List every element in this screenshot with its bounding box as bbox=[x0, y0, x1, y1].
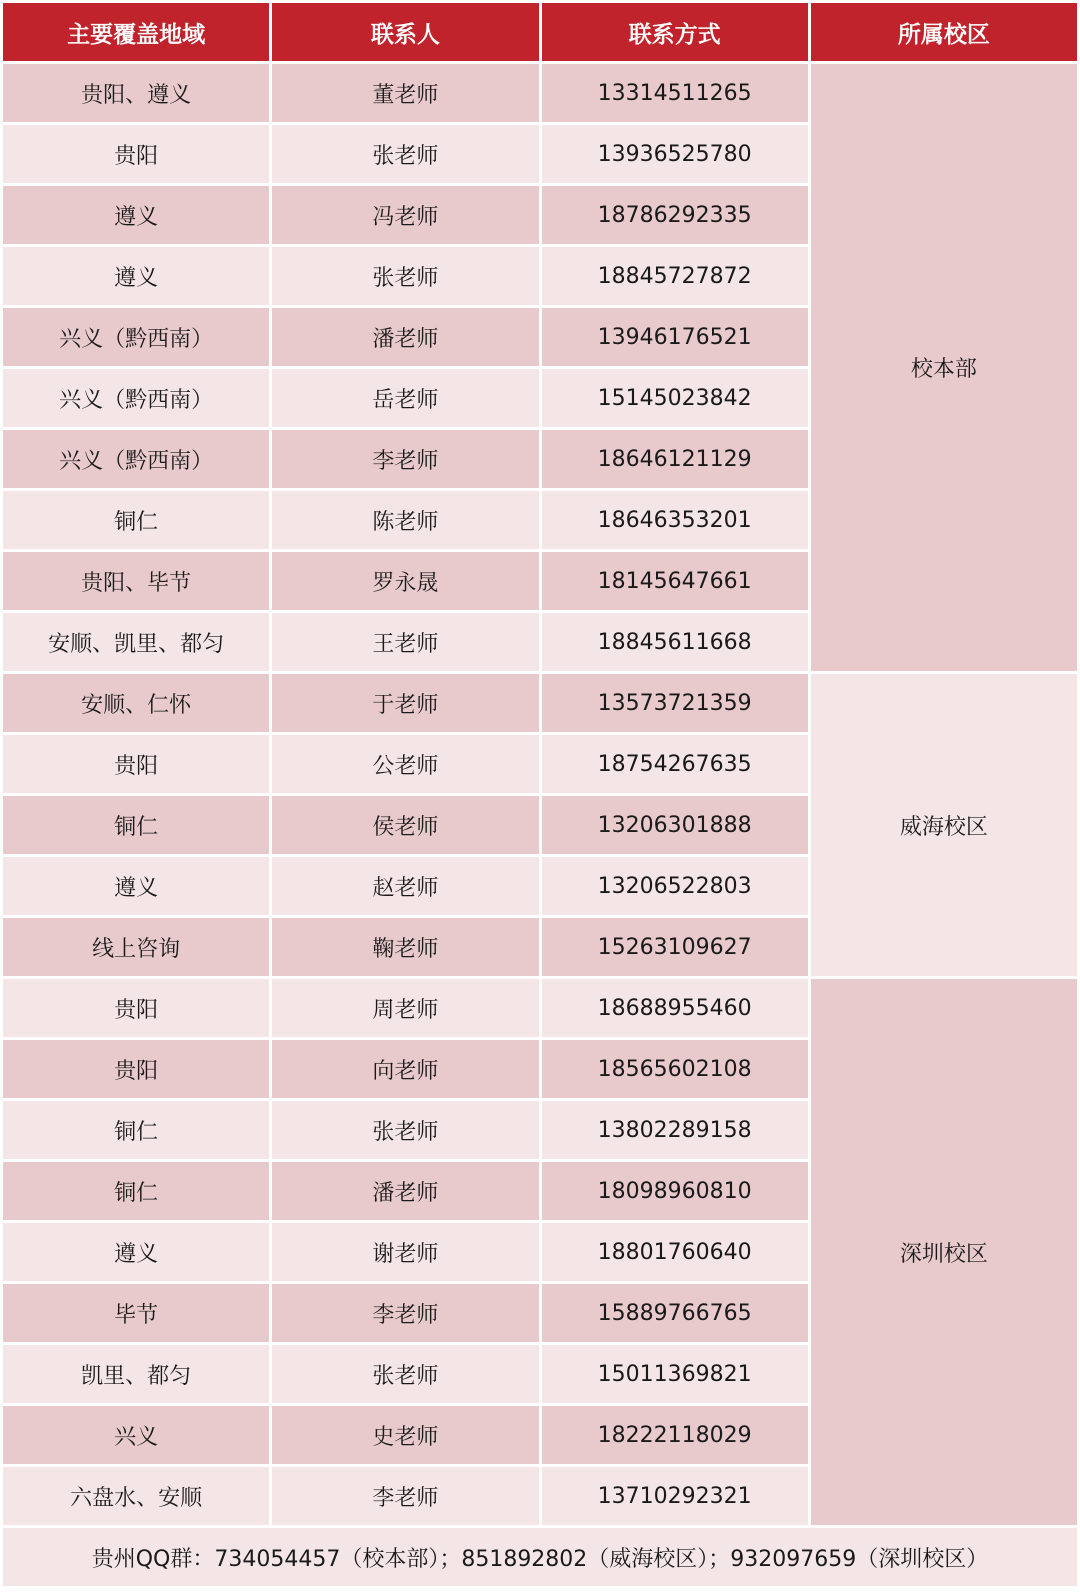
contact-cell: 李老师 bbox=[272, 1284, 538, 1342]
region-cell: 贵阳 bbox=[3, 979, 269, 1037]
contact-cell: 董老师 bbox=[272, 64, 538, 122]
contact-cell: 鞠老师 bbox=[272, 918, 538, 976]
region-cell: 贵阳、毕节 bbox=[3, 552, 269, 610]
contact-cell: 向老师 bbox=[272, 1040, 538, 1098]
region-cell: 遵义 bbox=[3, 247, 269, 305]
region-cell: 铜仁 bbox=[3, 1101, 269, 1159]
region-cell: 线上咨询 bbox=[3, 918, 269, 976]
contact-cell: 史老师 bbox=[272, 1406, 538, 1464]
phone-cell: 18646353201 bbox=[542, 491, 808, 549]
contact-cell: 李老师 bbox=[272, 430, 538, 488]
phone-cell: 18145647661 bbox=[542, 552, 808, 610]
phone-cell: 13314511265 bbox=[542, 64, 808, 122]
phone-cell: 18754267635 bbox=[542, 735, 808, 793]
table-row bbox=[3, 64, 1077, 122]
contact-cell: 潘老师 bbox=[272, 1162, 538, 1220]
phone-cell: 18801760640 bbox=[542, 1223, 808, 1281]
region-cell: 凯里、都匀 bbox=[3, 1345, 269, 1403]
region-cell: 贵阳 bbox=[3, 1040, 269, 1098]
contact-cell: 罗永晟 bbox=[272, 552, 538, 610]
phone-cell: 15263109627 bbox=[542, 918, 808, 976]
contact-cell: 李老师 bbox=[272, 1467, 538, 1525]
phone-cell: 13206301888 bbox=[542, 796, 808, 854]
region-cell: 遵义 bbox=[3, 857, 269, 915]
region-cell: 铜仁 bbox=[3, 491, 269, 549]
region-cell: 铜仁 bbox=[3, 1162, 269, 1220]
region-cell: 贵阳、遵义 bbox=[3, 64, 269, 122]
contact-cell: 张老师 bbox=[272, 1101, 538, 1159]
contact-cell: 张老师 bbox=[272, 125, 538, 183]
phone-cell: 13710292321 bbox=[542, 1467, 808, 1525]
contact-cell: 谢老师 bbox=[272, 1223, 538, 1281]
region-cell: 贵阳 bbox=[3, 125, 269, 183]
contact-cell: 张老师 bbox=[272, 1345, 538, 1403]
phone-cell: 15011369821 bbox=[542, 1345, 808, 1403]
region-cell: 六盘水、安顺 bbox=[3, 1467, 269, 1525]
header-region: 主要覆盖地域 bbox=[3, 3, 269, 61]
campus-cell: 校本部 bbox=[811, 64, 1077, 671]
header-contact: 联系人 bbox=[272, 3, 538, 61]
region-cell: 兴义（黔西南） bbox=[3, 308, 269, 366]
table-body bbox=[3, 64, 1077, 1525]
campus-cell: 威海校区 bbox=[811, 674, 1077, 976]
region-cell: 兴义（黔西南） bbox=[3, 430, 269, 488]
phone-cell: 18688955460 bbox=[542, 979, 808, 1037]
campus-cell: 深圳校区 bbox=[811, 979, 1077, 1525]
region-cell: 贵阳 bbox=[3, 735, 269, 793]
contact-cell: 岳老师 bbox=[272, 369, 538, 427]
phone-cell: 13936525780 bbox=[542, 125, 808, 183]
region-cell: 铜仁 bbox=[3, 796, 269, 854]
header-phone: 联系方式 bbox=[542, 3, 808, 61]
phone-cell: 13946176521 bbox=[542, 308, 808, 366]
region-cell: 安顺、凯里、都匀 bbox=[3, 613, 269, 671]
region-cell: 兴义 bbox=[3, 1406, 269, 1464]
phone-cell: 18845727872 bbox=[542, 247, 808, 305]
contact-cell: 陈老师 bbox=[272, 491, 538, 549]
phone-cell: 13802289158 bbox=[542, 1101, 808, 1159]
phone-cell: 18845611668 bbox=[542, 613, 808, 671]
phone-cell: 15145023842 bbox=[542, 369, 808, 427]
contact-cell: 赵老师 bbox=[272, 857, 538, 915]
contact-cell: 王老师 bbox=[272, 613, 538, 671]
region-cell: 遵义 bbox=[3, 186, 269, 244]
phone-cell: 18222118029 bbox=[542, 1406, 808, 1464]
phone-cell: 18646121129 bbox=[542, 430, 808, 488]
contact-cell: 冯老师 bbox=[272, 186, 538, 244]
contact-cell: 周老师 bbox=[272, 979, 538, 1037]
phone-cell: 15889766765 bbox=[542, 1284, 808, 1342]
contact-cell: 张老师 bbox=[272, 247, 538, 305]
contact-cell: 潘老师 bbox=[272, 308, 538, 366]
phone-cell: 13206522803 bbox=[542, 857, 808, 915]
phone-cell: 18786292335 bbox=[542, 186, 808, 244]
region-cell: 遵义 bbox=[3, 1223, 269, 1281]
contact-cell: 侯老师 bbox=[272, 796, 538, 854]
header-campus: 所属校区 bbox=[811, 3, 1077, 61]
phone-cell: 13573721359 bbox=[542, 674, 808, 732]
region-cell: 兴义（黔西南） bbox=[3, 369, 269, 427]
phone-cell: 18565602108 bbox=[542, 1040, 808, 1098]
table-row bbox=[3, 674, 1077, 732]
header-row bbox=[3, 3, 1077, 61]
region-cell: 毕节 bbox=[3, 1284, 269, 1342]
phone-cell: 18098960810 bbox=[542, 1162, 808, 1220]
footer-row bbox=[3, 1528, 1077, 1586]
contact-cell: 公老师 bbox=[272, 735, 538, 793]
region-cell: 安顺、仁怀 bbox=[3, 674, 269, 732]
contact-cell: 于老师 bbox=[272, 674, 538, 732]
table-row bbox=[3, 979, 1077, 1037]
qq-group-note: 贵州QQ群：734054457（校本部）；851892802（威海校区）；932097659（深圳校区） bbox=[3, 1528, 1077, 1586]
